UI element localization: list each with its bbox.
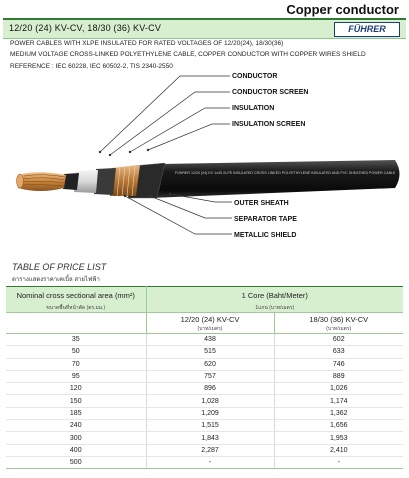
leader-lines-top: [100, 76, 230, 155]
table-row: [6, 407, 403, 419]
cell-size: 50: [6, 346, 146, 358]
cell-size: 120: [6, 383, 146, 395]
cell-price-12-20kv: 438: [146, 334, 274, 346]
header-group-thai: 1แกน (บาท/เมตร): [146, 303, 403, 313]
table-row: [6, 432, 403, 444]
cell-price-12-20kv: 2,287: [146, 444, 274, 456]
header-voltage-1: 12/20 (24) KV-CV: [146, 313, 274, 326]
cable-printing: FÜHRER 12/20 (24) KV 1x35 XLPE INSULATED CROSS LINKED POLYETHYLENE INSULATED AND PVC SHEATHED POWER CABLE: [175, 171, 396, 175]
cell-price-18-30kv: 746: [274, 358, 403, 370]
table-row: [6, 334, 403, 346]
table-row: [6, 444, 403, 456]
cell-size: 70: [6, 358, 146, 370]
cable-type-title: 12/20 (24) KV-CV, 18/30 (36) KV-CV: [9, 23, 162, 33]
cell-price-18-30kv: 1,362: [274, 407, 403, 419]
price-table: [6, 286, 403, 469]
cell-price-12-20kv: 1,515: [146, 420, 274, 432]
cell-price-12-20kv: 1,209: [146, 407, 274, 419]
cell-size: 35: [6, 334, 146, 346]
table-row: [6, 370, 403, 382]
label-insulation-screen: INSULATION SCREEN: [232, 121, 306, 128]
cell-price-18-30kv: 1,174: [274, 395, 403, 407]
cell-price-18-30kv: 1,656: [274, 420, 403, 432]
header-voltage-2: 18/30 (36) KV-CV: [274, 313, 403, 326]
outer-sheath: [150, 160, 400, 198]
cell-price-12-20kv: 620: [146, 358, 274, 370]
table-row: [6, 395, 403, 407]
leader-lines-bottom: [125, 194, 232, 234]
cell-price-18-30kv: 889: [274, 370, 403, 382]
reference-line: REFERENCE : IEC 60228, IEC 60502-2, TIS 2340-2550: [10, 63, 173, 70]
cell-price-12-20kv: 896: [146, 383, 274, 395]
cell-size: 150: [6, 395, 146, 407]
cell-price-12-20kv: -: [146, 456, 274, 468]
label-insulation: INSULATION: [232, 105, 275, 112]
description-line-2: MEDIUM VOLTAGE CROSS-LINKED POLYETHYLENE CABLE, COPPER CONDUCTOR WITH COPPER WIRES SHIELD: [10, 51, 366, 58]
cell-size: 500: [6, 456, 146, 468]
leader-dots-top: [99, 149, 149, 156]
cell-size: 400: [6, 444, 146, 456]
cell-price-18-30kv: 602: [274, 334, 403, 346]
cell-price-18-30kv: 2,410: [274, 444, 403, 456]
description-line-1: POWER CABLES WITH XLPE INSULATED FOR RATED VOLTAGES OF 12/20(24), 18/30(36): [10, 40, 284, 47]
brand-logo: FÜHRER: [334, 22, 400, 37]
cell-size: 185: [6, 407, 146, 419]
label-separator-tape: SEPARATOR TAPE: [234, 216, 297, 223]
page-title: Copper conductor: [286, 2, 399, 17]
price-table-subtitle: ตารางแสดงราคาเคเบิ้ล สายไฟฟ้า: [12, 277, 100, 283]
table-row: [6, 358, 403, 370]
table-row: [6, 456, 403, 468]
table-row: [6, 346, 403, 358]
header-group: 1 Core (Baht/Meter): [146, 287, 403, 304]
header-unit-1: (บาท/เมตร): [146, 325, 274, 334]
conductor-strands: [17, 172, 67, 191]
cell-size: 95: [6, 370, 146, 382]
cable-diagram: [0, 70, 409, 260]
cell-price-12-20kv: 515: [146, 346, 274, 358]
cell-price-18-30kv: 1,026: [274, 383, 403, 395]
cell-price-18-30kv: 633: [274, 346, 403, 358]
header-cross-section: Nominal cross sectional area (mm²): [6, 287, 146, 304]
table-row: [6, 420, 403, 432]
cell-size: 300: [6, 432, 146, 444]
label-conductor: CONDUCTOR: [232, 73, 278, 80]
cell-price-12-20kv: 1,843: [146, 432, 274, 444]
cell-price-18-30kv: 1,953: [274, 432, 403, 444]
label-outer-sheath: OUTER SHEATH: [234, 200, 289, 207]
cell-price-12-20kv: 1,028: [146, 395, 274, 407]
cell-price-18-30kv: -: [274, 456, 403, 468]
cell-size: 240: [6, 420, 146, 432]
table-row: [6, 383, 403, 395]
title-bar: [3, 18, 406, 39]
header-cross-section-thai: ขนาดพื้นที่หน้าตัด (ตร.มม.): [6, 303, 146, 313]
cell-price-12-20kv: 757: [146, 370, 274, 382]
label-metallic-shield: METALLIC SHIELD: [234, 232, 297, 239]
label-conductor-screen: CONDUCTOR SCREEN: [232, 89, 309, 96]
price-table-title: TABLE OF PRICE LIST: [12, 262, 107, 272]
header-unit-2: (บาท/เมตร): [274, 325, 403, 334]
